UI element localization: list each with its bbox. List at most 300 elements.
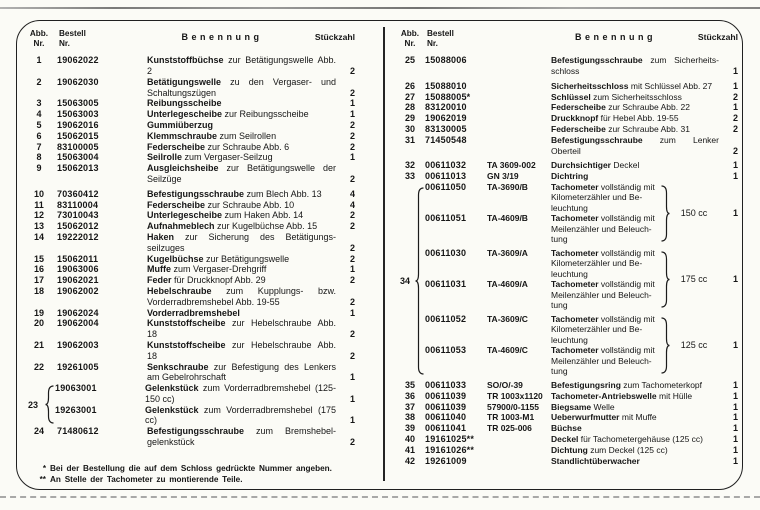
table-row: [21, 142, 355, 153]
benennung-cell: [147, 308, 341, 319]
benennung-lead: Druckknopf: [551, 113, 599, 124]
benennung-lead: Vorderradbremshebel: [147, 307, 240, 318]
benennung-cell: [551, 92, 724, 103]
table-row: [21, 210, 355, 221]
benennung-cell: [147, 210, 341, 221]
cc-group: [425, 314, 738, 377]
benennung-cell: [147, 264, 341, 275]
right-rows: [395, 55, 738, 466]
benennung-cell: [551, 380, 724, 391]
benennung-lead: Federscheibe: [147, 199, 206, 210]
benennung-lead: Gummiüberzug: [147, 119, 214, 130]
group-row: [395, 182, 738, 380]
benennung-rest: zur Betätigungswelle der Seilzüge: [147, 163, 336, 184]
benennung-lead: Befestigungsschraube: [551, 134, 643, 145]
bestell-cell: 00611033: [425, 379, 467, 390]
table-row: [21, 131, 355, 142]
column-header: [21, 29, 355, 48]
benennung-cell: [147, 362, 341, 384]
qty-cell: 2: [349, 119, 355, 130]
abb-cell: 22: [33, 361, 44, 372]
benennung-lead: Tachometer: [551, 313, 599, 324]
abb-cell: 12: [33, 210, 44, 221]
benennung-cell: [147, 109, 341, 120]
group-brace: [661, 182, 670, 245]
bestell-cell: 00611053: [425, 345, 467, 356]
header-stueckzahl: Stückzahl: [314, 32, 355, 42]
abb-cell: 23: [27, 399, 38, 410]
bestell-cell: 19161026**: [425, 444, 475, 455]
benennung-cell: [147, 275, 341, 286]
parts-table-card: [16, 20, 743, 490]
benennung-cell: [551, 314, 661, 346]
table-row: [21, 189, 355, 200]
benennung-lead: Senkschraube: [147, 361, 209, 372]
bestell-cell: 19063006: [57, 264, 99, 275]
table-row: [395, 92, 738, 103]
benennung-line: leuchtung: [551, 334, 588, 345]
abb-cell: 11: [34, 199, 44, 210]
benennung-line: Tachometer vollständig mit: [551, 213, 655, 224]
qty-cell: 1: [732, 340, 738, 351]
qty-cell: 1: [732, 160, 738, 171]
benennung-line: Tachometer vollständig mit: [551, 279, 655, 290]
abb-cell: 35: [404, 379, 415, 390]
benennung-rest: zur Schraube Abb. 6: [207, 141, 290, 152]
benennung-rest: zur Betätigungswelle Abb. 2: [147, 55, 336, 76]
abb-cell: 19: [33, 307, 44, 318]
benennung-cell: [147, 221, 341, 232]
benennung-cell: [551, 456, 724, 467]
benennung-lead: Befestigungsring: [551, 379, 621, 390]
benennung-lead: Kunststoffbüchse: [147, 55, 224, 66]
bestell-cell: 19261005: [57, 361, 99, 372]
benennung-cell: [551, 160, 724, 171]
table-row: [21, 286, 355, 308]
benennung-lead: Federscheibe: [551, 123, 606, 134]
qty-cell: 2: [349, 130, 355, 141]
benennung-lead: Klemmschraube: [147, 130, 218, 141]
benennung-cell: [147, 254, 341, 265]
qty-cell: 1: [349, 415, 355, 426]
table-row: [395, 160, 738, 171]
abb-cell: 38: [404, 412, 415, 423]
benennung-rest: zur Schraube Abb. 22: [608, 102, 690, 113]
benennung-cell: [551, 434, 724, 445]
benennung-lead: Haken: [147, 231, 175, 242]
benennung-rest: zum Seilrollen: [219, 130, 277, 141]
qty-cell: 1: [349, 372, 355, 383]
bestell-cell: 00611050: [425, 181, 467, 192]
abb-cell: 7: [36, 141, 42, 152]
benennung-cell: [145, 405, 341, 427]
qty-cell: 1: [732, 208, 738, 219]
left-rows: [21, 55, 355, 448]
table-row: [395, 380, 738, 391]
bestell-cell: 00611032: [425, 160, 467, 171]
bestell-cell: 00611031: [425, 279, 467, 290]
benennung-line: Tachometer vollständig mit: [551, 247, 655, 258]
benennung-cell: [147, 200, 341, 211]
bestell-cell: 15088005*: [425, 91, 471, 102]
benennung-cell: [551, 423, 724, 434]
table-row: [21, 98, 355, 109]
qty-cell: 1: [349, 109, 355, 120]
benennung-cell: [147, 340, 341, 362]
qty-cell: 2: [349, 350, 355, 361]
group-brace-right: [661, 251, 670, 308]
qty-cell: 2: [349, 253, 355, 264]
bestell-cell: 19222012: [57, 231, 99, 242]
bestell-cell: 00611039: [425, 390, 467, 401]
cc-group: [425, 182, 738, 245]
benennung-cell: [147, 163, 341, 185]
benennung-lead: Tachometer: [551, 247, 599, 258]
benennung-cell: [147, 318, 341, 340]
right-column: [385, 21, 744, 489]
abb-cell: 33: [404, 171, 415, 182]
bestell-cell: 73010043: [57, 210, 99, 221]
benennung-rest: zur Kugelbüchse Abb. 15: [217, 221, 318, 232]
group-items: [55, 383, 355, 426]
abb-cell: 30: [404, 123, 415, 134]
bestell-cell: 19062024: [57, 307, 99, 318]
abb-cell: 31: [404, 134, 415, 145]
group-brace: [415, 182, 425, 380]
bestell-cell: 19062002: [57, 285, 99, 296]
table-row: [395, 55, 738, 77]
abb-cell: 17: [33, 275, 44, 286]
qty-cell: 1: [732, 274, 738, 285]
group-row: [21, 383, 355, 426]
benennung-cell: [551, 124, 724, 135]
benennung-lead: Muffe: [147, 264, 171, 275]
benennung-lead: Dichtung: [551, 444, 588, 455]
table-row: [395, 171, 738, 182]
table-row: [21, 426, 355, 448]
table-row: [21, 254, 355, 265]
benennung-cell: [147, 55, 341, 77]
table-row: [21, 200, 355, 211]
qty-cell: 1: [732, 412, 738, 423]
benennung-lead: Büchse: [551, 423, 582, 434]
benennung-lead: Kugelbüchse: [147, 253, 204, 264]
benennung-rest: für Tachometergehäuse (125 cc): [580, 433, 704, 444]
benennung-lead: Aufnahmeblech: [147, 221, 215, 232]
group-items: [425, 182, 738, 380]
qty-cell: 2: [349, 210, 355, 221]
abb-cell: 40: [404, 433, 415, 444]
benennung-rest: zur Reibungsscheibe: [224, 109, 309, 120]
qty-cell: 1: [732, 444, 738, 455]
benennung-rest: zur Betätigungswelle: [206, 253, 290, 264]
abb-cell: 36: [404, 390, 415, 401]
qty-cell: 1: [349, 307, 355, 318]
benennung-rest: Deckel: [613, 160, 640, 171]
group-brace-right: [661, 317, 670, 374]
benennung-rest: zum Vorderradbremshebel (175 cc): [145, 404, 336, 426]
code-cell: TA-4609/C: [487, 345, 528, 356]
footnote: [29, 463, 332, 474]
qty-cell: 1: [732, 80, 738, 91]
table-row: [21, 340, 355, 362]
table-row: [21, 221, 355, 232]
benennung-cell: [551, 135, 724, 157]
benennung-lead: Deckel: [551, 433, 579, 444]
benennung-line: tung: [551, 366, 568, 377]
bestell-cell: 19062019: [425, 113, 467, 124]
benennung-line: leuchtung: [551, 202, 588, 213]
benennung-rest: zum Haken Abb. 14: [224, 210, 304, 221]
bestell-cell: 00611039: [425, 401, 467, 412]
qty-cell: 2: [732, 91, 738, 102]
bestell-cell: 71450548: [425, 134, 467, 145]
table-row: [21, 152, 355, 163]
benennung-rest: zum Tachometerkopf: [623, 379, 703, 390]
benennung-rest: zur Hebelschraube Abb. 18: [147, 339, 336, 361]
cc-label: 175 cc: [680, 274, 708, 285]
benennung-rest: mit Muffe: [621, 412, 657, 423]
benennung-cell: [147, 142, 341, 153]
table-row: [21, 120, 355, 131]
group-brace-right: [661, 185, 670, 242]
left-column: [17, 21, 383, 489]
table-row: [425, 279, 661, 311]
qty-cell: 2: [349, 65, 355, 76]
benennung-rest: zur Schraube Abb. 10: [207, 199, 295, 210]
abb-cell: 34: [399, 275, 410, 286]
abb-cell: 21: [33, 339, 44, 350]
qty-cell: 4: [349, 199, 355, 210]
qty-cell: 1: [732, 102, 738, 113]
benennung-lead: Kunststoffscheibe: [147, 318, 226, 329]
abb-cell: 5: [36, 119, 42, 130]
header-abb-nr: Abb. Nr.: [29, 29, 49, 48]
abb-cell: 20: [33, 318, 44, 329]
benennung-line: Kilometerzähler und Be-: [551, 192, 643, 203]
benennung-lead: Standlichtüberwacher: [551, 455, 640, 466]
benennung-lead: Gelenkstück: [145, 404, 199, 415]
group-brace-left: [415, 187, 424, 375]
footnote-text: An Stelle der Tachometer zu montierende Teile.: [50, 475, 243, 484]
abb-cell: 37: [404, 401, 415, 412]
benennung-line: Kilometerzähler und Be-: [551, 258, 643, 269]
qty-cell: 2: [349, 173, 355, 184]
table-row: [395, 113, 738, 124]
table-row: [55, 405, 355, 427]
abb-cell: 13: [33, 221, 44, 232]
benennung-cell: [551, 345, 661, 377]
bestell-cell: 19062030: [57, 76, 99, 87]
benennung-cell: [551, 102, 724, 113]
benennung-line: Meilenzähler und Beleuch-: [551, 289, 652, 300]
benennung-rest: zum Bremshebelgelenkstück: [147, 426, 336, 448]
benennung-lead: Befestigungsschraube: [147, 426, 245, 437]
abb-cell: 28: [404, 102, 415, 113]
benennung-cell: [551, 279, 661, 311]
table-row: [21, 109, 355, 120]
benennung-cell: [551, 182, 661, 214]
qty-cell: 2: [349, 275, 355, 286]
abb-cell: 16: [33, 264, 44, 275]
table-row: [395, 124, 738, 135]
benennung-line: Kilometerzähler und Be-: [551, 324, 643, 335]
benennung-lead: Tachometer: [551, 279, 599, 290]
benennung-lead: Tachometer: [551, 181, 599, 192]
code-cell: TA-4609/B: [487, 213, 528, 224]
header-bestell-nr: Bestell Nr.: [59, 29, 86, 48]
group-brace: [45, 383, 55, 426]
page-scan-bottom-line: [0, 496, 760, 498]
abb-cell: 9: [36, 163, 42, 174]
qty-cell: 1: [349, 98, 355, 109]
bestell-cell: 15063003: [57, 109, 99, 120]
benennung-rest: zum Deckel (125 cc): [590, 444, 668, 455]
qty-cell: 2: [349, 437, 355, 448]
qty-cell: 2: [349, 221, 355, 232]
bestell-cell: 19062004: [57, 318, 99, 329]
table-row: [21, 264, 355, 275]
benennung-rest: zur Hebelschraube Abb. 18: [147, 318, 336, 340]
code-cell: TA 3609-002: [487, 160, 536, 171]
code-cell: TA-3690/B: [487, 181, 528, 192]
benennung-lead: Unterlegescheibe: [147, 210, 223, 221]
benennung-lead: Federscheibe: [147, 141, 206, 152]
bestell-cell: 00611041: [425, 423, 467, 434]
benennung-rest: zum Blech Abb. 13: [246, 188, 322, 199]
table-row: [395, 402, 738, 413]
benennung-lead: Befestigungsschraube: [551, 55, 643, 66]
bestell-cell: 00611013: [425, 171, 467, 182]
table-row: [395, 434, 738, 445]
benennung-lead: Betätigungswelle: [147, 76, 222, 87]
qty-cell: 1: [732, 171, 738, 182]
abb-cell: 27: [404, 91, 415, 102]
table-row: [21, 318, 355, 340]
abb-cell: 8: [36, 152, 42, 163]
benennung-lead: Tachometer: [551, 345, 599, 356]
benennung-rest: zur Befestigung des Lenkers am Gebelrohrschaft: [147, 361, 336, 383]
table-row: [425, 314, 661, 346]
benennung-lead: Tachometer-Antriebswelle: [551, 390, 657, 401]
footnote: [29, 474, 332, 485]
benennung-cell: [147, 152, 341, 163]
qty-cell: 2: [349, 329, 355, 340]
abb-cell: 4: [36, 109, 42, 120]
bestell-cell: 83130005: [425, 123, 467, 134]
benennung-lead: Kunststoffscheibe: [147, 339, 226, 350]
benennung-cell: [551, 412, 724, 423]
bestell-cell: 19161025**: [425, 433, 475, 444]
benennung-rest: zur Schraube Abb. 31: [608, 123, 690, 134]
benennung-cell: [551, 171, 724, 182]
header-stueckzahl: Stückzahl: [697, 32, 738, 42]
qty-cell: 1: [732, 390, 738, 401]
bestell-cell: 83100005: [57, 141, 99, 152]
qty-cell: 1: [732, 423, 738, 434]
bestell-cell: 15062011: [57, 253, 99, 264]
abb-cell: 39: [404, 423, 415, 434]
bestell-cell: 15063005: [57, 98, 99, 109]
table-row: [55, 383, 355, 405]
benennung-lead: Befestigungsschraube: [147, 188, 245, 199]
table-row: [425, 182, 661, 214]
bestell-cell: 15062012: [57, 221, 99, 232]
benennung-line: Tachometer vollständig mit: [551, 313, 655, 324]
qty-cell: 2: [349, 242, 355, 253]
abb-cell: 15: [33, 253, 44, 264]
abb-cell: 3: [36, 98, 42, 109]
cc-group-items: [425, 182, 661, 245]
bestell-cell: 83120010: [425, 102, 467, 113]
abb-cell: 42: [404, 455, 415, 466]
benennung-rest: zum Sicherheitsschloss: [593, 91, 682, 102]
header-benennung: Benennung: [575, 32, 656, 42]
benennung-line: Meilenzähler und Beleuch-: [551, 355, 652, 366]
table-row: [395, 445, 738, 456]
benennung-lead: Dichtring: [551, 171, 589, 182]
qty-cell: 4: [349, 188, 355, 199]
benennung-line: tung: [551, 300, 568, 311]
benennung-lead: Sicherheitsschloss: [551, 80, 629, 91]
benennung-rest: zum Kupplungs- bzw. Vorderradbremshebel Abb. 19-55: [147, 285, 336, 307]
cc-group: [425, 248, 738, 311]
benennung-line: Tachometer vollständig mit: [551, 181, 655, 192]
benennung-lead: Schlüssel: [551, 91, 591, 102]
header-benennung: Benennung: [181, 32, 263, 42]
bestell-cell: 00611051: [425, 213, 467, 224]
qty-cell: 1: [732, 379, 738, 390]
code-cell: 57900/0-1155: [487, 401, 539, 412]
benennung-lead: Hebelschraube: [147, 285, 212, 296]
code-cell: SO/O/-39: [487, 379, 523, 390]
bestell-cell: 83110004: [57, 199, 99, 210]
benennung-rest: Welle: [593, 401, 615, 412]
abb-cell: 2: [36, 76, 42, 87]
benennung-rest: für Druckknopf Abb. 29: [174, 275, 266, 286]
table-row: [395, 391, 738, 402]
code-cell: TR 1003x1120: [487, 390, 543, 401]
bestell-cell: 00611040: [425, 412, 467, 423]
bestell-cell: 19062016: [57, 119, 99, 130]
benennung-cell: [147, 286, 341, 308]
benennung-lead: Ueberwurfmutter: [551, 412, 620, 423]
header-abb-nr: Abb. Nr.: [400, 29, 420, 48]
table-row: [425, 248, 661, 280]
bestell-cell: 00611030: [425, 247, 467, 258]
table-row: [21, 308, 355, 319]
benennung-line: leuchtung: [551, 268, 588, 279]
page-scan-top-line: [0, 7, 760, 9]
abb-cell: 10: [33, 188, 44, 199]
abb-cell: 26: [404, 80, 415, 91]
benennung-rest: zum Vorderradbremshebel (125-150 cc): [145, 383, 336, 404]
footnote-marker: **: [39, 475, 46, 484]
table-row: [21, 55, 355, 77]
table-row: [395, 423, 738, 434]
abb-cell: 25: [404, 55, 415, 66]
header-bestell-nr: Bestell Nr.: [427, 29, 454, 48]
qty-cell: 2: [732, 145, 738, 156]
benennung-rest: zur Sicherung des Betätigungsseilzuges: [147, 231, 336, 253]
footnote-text: Bei der Bestellung die auf dem Schloss gedrückte Nummer angeben.: [50, 464, 332, 473]
benennung-lead: Reibungsscheibe: [147, 98, 222, 109]
cc-group-items: [425, 248, 661, 311]
benennung-rest: zum Vergaser-Drehgriff: [173, 264, 267, 275]
table-row: [395, 456, 738, 467]
benennung-lead: Unterlegescheibe: [147, 109, 223, 120]
bestell-cell: 15062015: [57, 130, 99, 141]
